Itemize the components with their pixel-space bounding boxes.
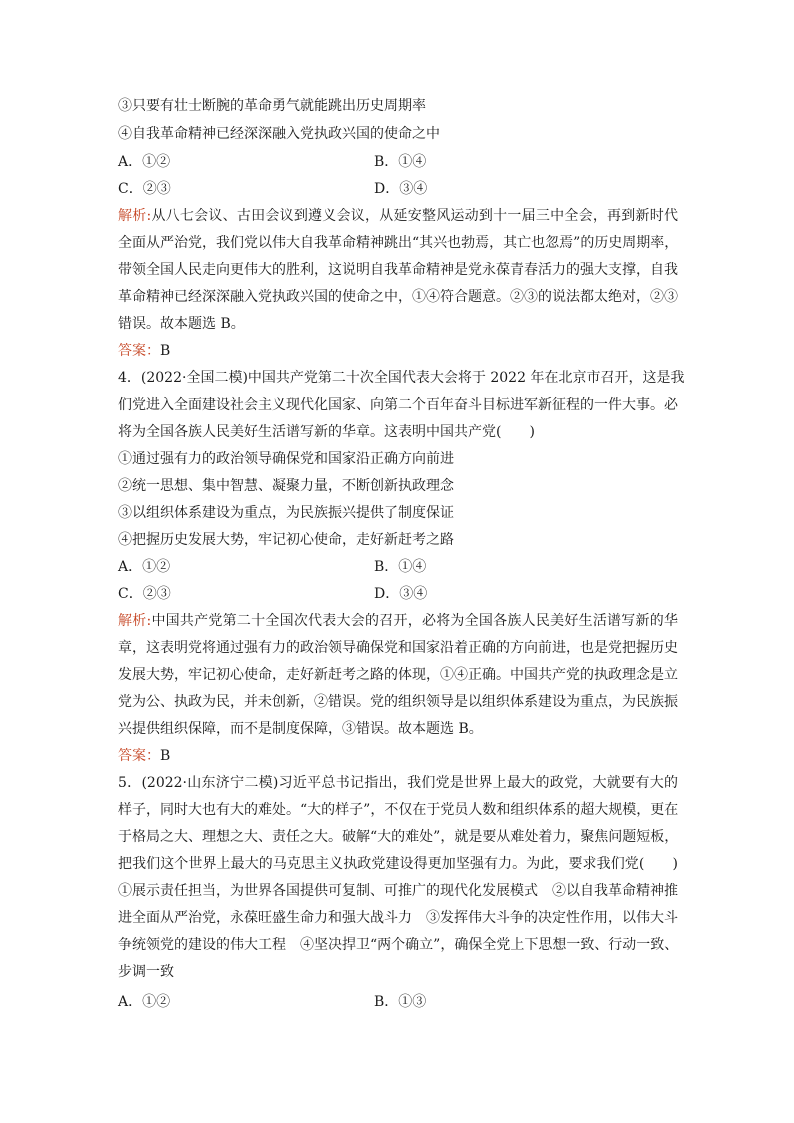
q5-stem-line: 进全面从严治党，永葆旺盛生命力和强大战斗力 ③发挥伟大斗争的决定性作用，以伟大斗 [118,910,678,926]
q4-item-1: ①通过强有力的政治领导确保党和国家沿正确方向前进 [118,451,454,467]
q4-stem-line: 4．(2022·全国二模)中国共产党第二十次全国代表大会将于 2022 年在北京市召开，这是我 [118,370,685,386]
q4-option-a: A．①② [118,559,171,575]
q4-item-3: ③以组织体系建设为重点，为民族振兴提供了制度保证 [118,505,454,521]
q4-answer: 答案：B [118,748,171,764]
q4-analysis-line: 解析:中国共产党第二十全国次代表大会的召开，必将为全国各族人民美好生活谱写新的华 [118,613,679,629]
q5-option-b: B．①③ [374,994,427,1010]
q3-analysis-line: 全面从严治党，我们党以伟大自我革命精神跳出“其兴也勃焉，其亡也忽焉”的历史周期率， [118,235,679,251]
q4-option-c: C．②③ [118,586,171,602]
q4-analysis-line: 兴提供组织保障，而不是制度保障，③错误。故本题选 B。 [118,721,483,737]
q4-analysis-line: 党为公、执政为民，并未创新，②错误。党的组织领导是以组织体系建设为重点，为民族振 [118,694,678,710]
q4-option-d: D．③④ [374,586,428,602]
q3-analysis-line: 错误。故本题选 B。 [118,316,245,332]
q3-analysis-line: 带领全国人民走向更伟大的胜利，这说明自我革命精神是党永葆青春活力的强大支撑，自我 [118,262,678,278]
q3-analysis-line: 革命精神已经深深融入党执政兴国的使命之中，①④符合题意。②③的说法都太绝对，②③ [118,289,678,305]
answer-label: 答案： [118,748,160,764]
q5-stem-line: 5．(2022·山东济宁二模)习近平总书记指出，我们党是世界上最大的政党，大就要有大的 [118,775,678,791]
q3-option-b: B．①④ [374,154,427,170]
q5-stem-line: 步调一致 [118,964,174,980]
answer-label: 答案： [118,343,160,359]
q4-item-4: ④把握历史发展大势，牢记初心使命，走好新赶考之路 [118,532,454,548]
q3-answer: 答案：B [118,343,171,359]
q3-option-a: A．①② [118,154,171,170]
q5-stem-line: 争统领党的建设的伟大工程 ④坚决捍卫“两个确立”，确保全党上下思想一致、行动一致、 [118,937,679,953]
q4-stem-line: 们党进入全面建设社会主义现代化国家、向第二个百年奋斗目标进军新征程的一件大事。必 [118,397,678,413]
q3-option-c: C．②③ [118,181,171,197]
q5-stem-line: 样子，同时大也有大的难处。“大的样子”，不仅在于党员人数和组织体系的超大规模，更在 [118,802,679,818]
q4-analysis-line: 发展大势，牢记初心使命，走好新赶考之路的体现，①④正确。中国共产党的执政理念是立 [118,667,678,683]
q4-stem-line: 将为全国各族人民美好生活谱写新的华章。这表明中国共产党( ) [118,424,535,440]
q5-option-a: A．①② [118,994,171,1010]
q3-analysis-line: 解析:从八七会议、古田会议到遵义会议，从延安整风运动到十一届三中全会，再到新时代 [118,208,679,224]
analysis-label: 解析: [118,208,152,224]
analysis-label: 解析: [118,613,152,629]
q5-stem-line: 于格局之大、理想之大、责任之大。破解“大的难处”，就是要从难处着力，聚焦问题短板， [118,829,679,845]
q5-stem-line: 把我们这个世界上最大的马克思主义执政党建设得更加坚强有力。为此，要求我们党( ) [118,856,678,872]
q4-option-b: B．①④ [374,559,427,575]
q3-item-4: ④自我革命精神已经深深融入党执政兴国的使命之中 [118,126,440,142]
q5-stem-line: ①展示责任担当，为世界各国提供可复制、可推广的现代化发展模式 ②以自我革命精神推 [118,883,678,899]
q3-option-d: D．③④ [374,181,428,197]
q4-analysis-line: 章，这表明党将通过强有力的政治领导确保党和国家沿着正确的方向前进，也是党把握历史 [118,640,678,656]
q3-item-3: ③只要有壮士断腕的革命勇气就能跳出历史周期率 [118,98,426,114]
q4-item-2: ②统一思想、集中智慧、凝聚力量，不断创新执政理念 [118,478,454,494]
